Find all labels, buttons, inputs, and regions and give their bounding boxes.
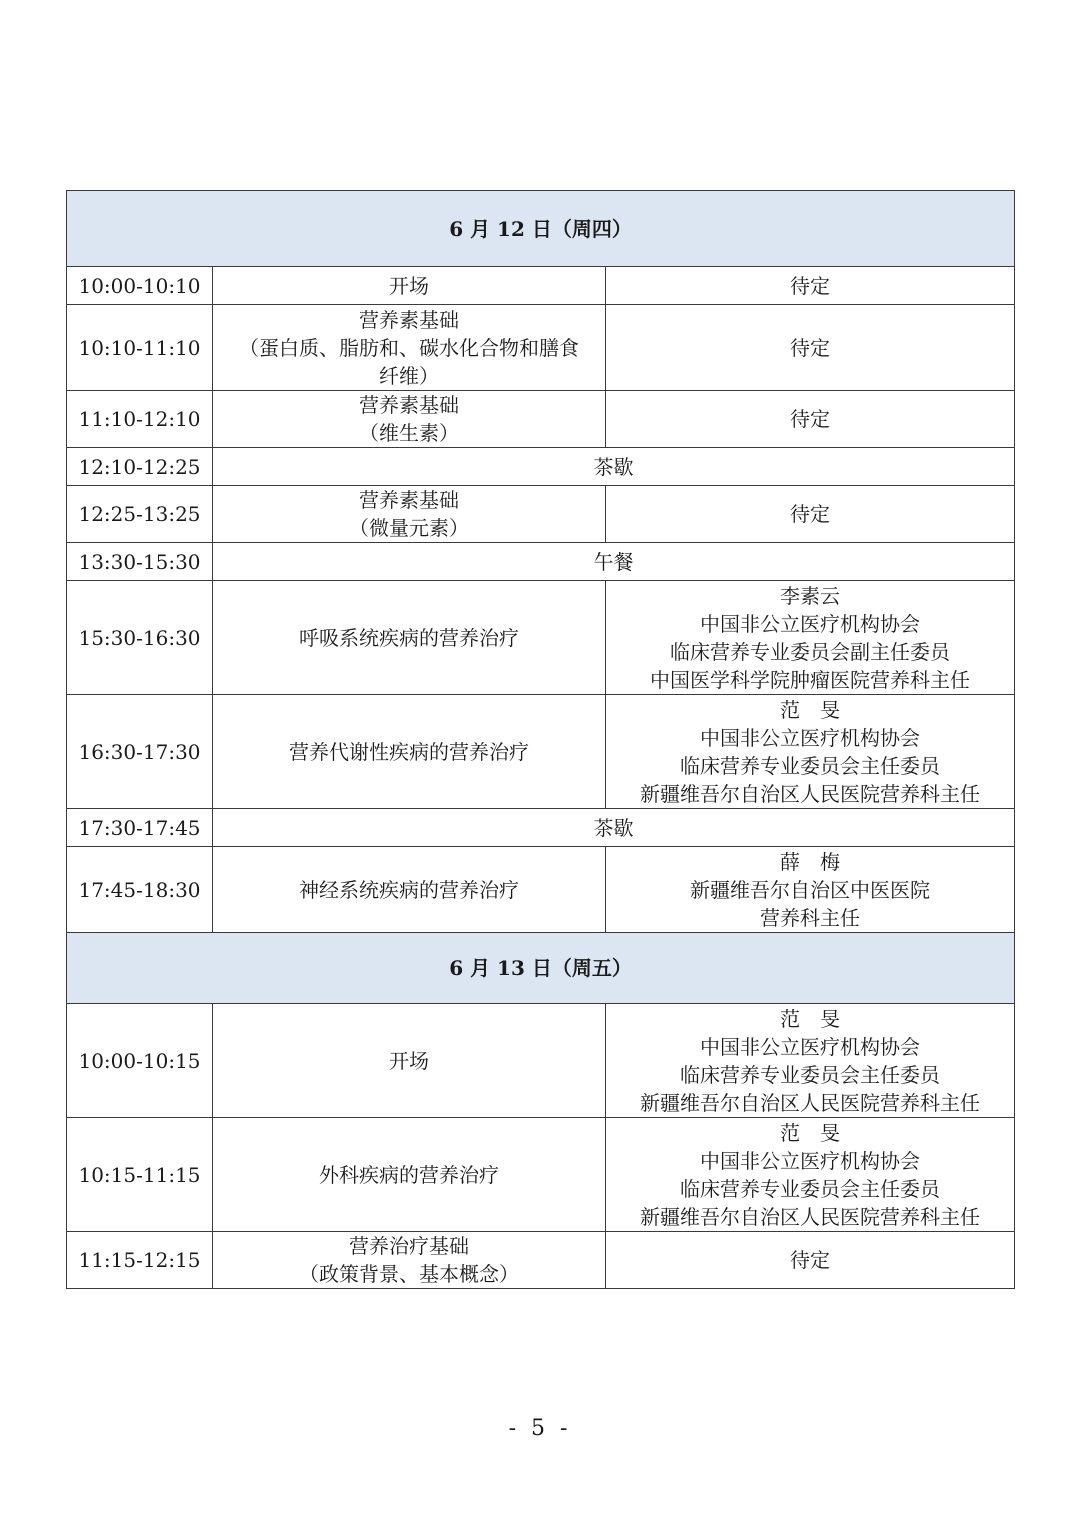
cell-line: 营养素基础 — [359, 307, 459, 332]
table-row — [67, 448, 1015, 486]
topic-cell — [213, 391, 606, 448]
cell-line: 新疆维吾尔自治区中医医院 — [690, 877, 930, 902]
topic-cell — [213, 1004, 606, 1118]
topic-cell — [213, 1232, 606, 1289]
cell-line: 范 旻 — [780, 697, 840, 722]
speaker-cell — [606, 1118, 1015, 1232]
table-row — [67, 695, 1015, 809]
speaker-cell — [606, 1004, 1015, 1118]
time-cell: 11:10-12:10 — [67, 391, 213, 448]
topic-cell — [213, 581, 606, 695]
cell-line: 中国非公立医疗机构协会 — [700, 1148, 920, 1173]
cell-line: 呼吸系统疾病的营养治疗 — [299, 625, 519, 650]
cell-line: 待定 — [790, 335, 830, 360]
cell-line: 营养科主任 — [760, 905, 860, 930]
cell-line: 范 旻 — [780, 1120, 840, 1145]
cell-line: 神经系统疾病的营养治疗 — [299, 877, 519, 902]
break-cell: 茶歇 — [213, 809, 1015, 847]
cell-line: （蛋白质、脂肪和、碳水化合物和膳食 — [239, 335, 579, 360]
cell-line: 薛 梅 — [780, 849, 840, 874]
table-row — [67, 847, 1015, 933]
topic-cell — [213, 305, 606, 391]
table-row — [67, 809, 1015, 847]
cell-line: 营养素基础 — [359, 393, 459, 417]
day-header: 6 月 12 日（周四） — [67, 191, 1015, 267]
table-row — [67, 267, 1015, 305]
day-header-row — [67, 933, 1015, 1004]
time-cell: 11:15-12:15 — [67, 1232, 213, 1289]
speaker-cell — [606, 1232, 1015, 1289]
schedule-table — [66, 190, 1015, 1289]
cell-line: 待定 — [790, 273, 830, 298]
time-cell: 12:10-12:25 — [67, 448, 213, 486]
table-row — [67, 1118, 1015, 1232]
time-cell: 10:00-10:10 — [67, 267, 213, 305]
cell-line: 待定 — [790, 407, 830, 431]
time-cell: 10:10-11:10 — [67, 305, 213, 391]
speaker-cell — [606, 695, 1015, 809]
time-cell: 13:30-15:30 — [67, 543, 213, 581]
time-cell: 10:00-10:15 — [67, 1004, 213, 1118]
speaker-cell — [606, 305, 1015, 391]
topic-cell — [213, 267, 606, 305]
cell-line: 新疆维吾尔自治区人民医院营养科主任 — [640, 781, 980, 806]
table-row — [67, 581, 1015, 695]
cell-line: （政策背景、基本概念） — [299, 1262, 519, 1286]
speaker-cell — [606, 267, 1015, 305]
cell-line: 中国非公立医疗机构协会 — [700, 1034, 920, 1059]
time-cell: 12:25-13:25 — [67, 486, 213, 543]
cell-line: （维生素） — [359, 421, 459, 445]
cell-line: 营养素基础 — [359, 488, 459, 512]
cell-line: （微量元素） — [349, 516, 469, 540]
topic-cell — [213, 847, 606, 933]
speaker-cell — [606, 847, 1015, 933]
topic-cell — [213, 1118, 606, 1232]
cell-line: 中国非公立医疗机构协会 — [700, 611, 920, 636]
topic-cell — [213, 486, 606, 543]
speaker-cell — [606, 391, 1015, 448]
time-cell: 17:45-18:30 — [67, 847, 213, 933]
cell-line: 临床营养专业委员会副主任委员 — [670, 639, 950, 664]
cell-line: 范 旻 — [780, 1006, 840, 1031]
time-cell: 17:30-17:45 — [67, 809, 213, 847]
topic-cell — [213, 695, 606, 809]
day-header-row — [67, 191, 1015, 267]
table-row — [67, 305, 1015, 391]
cell-line: 新疆维吾尔自治区人民医院营养科主任 — [640, 1090, 980, 1115]
table-row — [67, 1004, 1015, 1118]
cell-line: 中国非公立医疗机构协会 — [700, 725, 920, 750]
time-cell: 16:30-17:30 — [67, 695, 213, 809]
speaker-cell — [606, 486, 1015, 543]
cell-line: 纤维） — [379, 363, 439, 388]
break-cell: 茶歇 — [213, 448, 1015, 486]
cell-line: 临床营养专业委员会主任委员 — [680, 753, 940, 778]
schedule-body — [67, 191, 1015, 1289]
cell-line: 营养治疗基础 — [349, 1234, 469, 1258]
cell-line: 临床营养专业委员会主任委员 — [680, 1176, 940, 1201]
table-row — [67, 391, 1015, 448]
cell-line: 营养代谢性疾病的营养治疗 — [289, 739, 529, 764]
cell-line: 中国医学科学院肿瘤医院营养科主任 — [650, 667, 970, 692]
speaker-cell — [606, 581, 1015, 695]
break-cell: 午餐 — [213, 543, 1015, 581]
cell-line: 临床营养专业委员会主任委员 — [680, 1062, 940, 1087]
cell-line: 开场 — [389, 273, 429, 298]
day-header: 6 月 13 日（周五） — [67, 933, 1015, 1004]
cell-line: 待定 — [790, 1248, 830, 1272]
cell-line: 新疆维吾尔自治区人民医院营养科主任 — [640, 1204, 980, 1229]
cell-line: 开场 — [389, 1048, 429, 1073]
time-cell: 15:30-16:30 — [67, 581, 213, 695]
cell-line: 外科疾病的营养治疗 — [319, 1162, 499, 1187]
page-number: - 5 - — [508, 1416, 572, 1441]
time-cell: 10:15-11:15 — [67, 1118, 213, 1232]
cell-line: 李素云 — [780, 583, 840, 608]
cell-line: 待定 — [790, 502, 830, 526]
table-row — [67, 543, 1015, 581]
table-row — [67, 486, 1015, 543]
table-row — [67, 1232, 1015, 1289]
